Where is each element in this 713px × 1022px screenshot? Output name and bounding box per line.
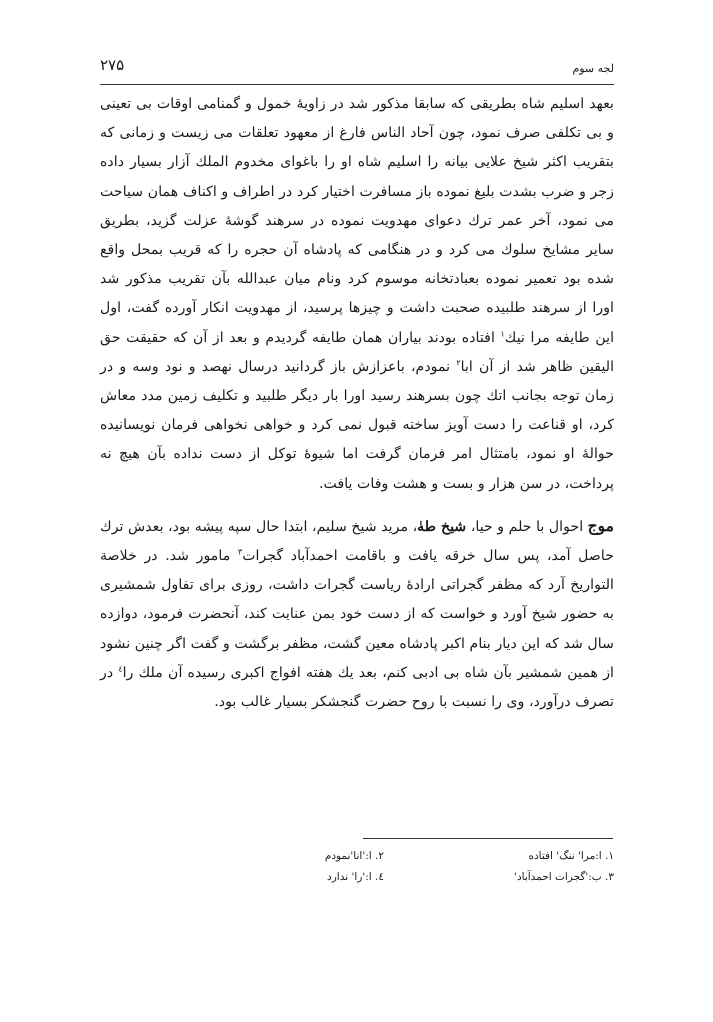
paragraph-2-text-c: مامور شد. در خلاصة التواریخ آرد که مظفر گجراتی ارادهٔ ریاست گجرات داشت، روزی برای تفاول شمشیری به حضور شیخ آورد و خواست که از دست خود بمن عنایت کند، آنحضرت فرمود، دوازده سال شد که این دیار بنام اکبر پادشاه معین گشت، مظفر برگشت و گفت اگر چنین نشود از همین شمشیر بآن شاه بی ادبی کنم، بعد یك هفته افواج اکبری رسیده آن ملك را	[100, 548, 614, 681]
paragraph-2-lead-word: موج	[587, 515, 614, 535]
footnote-ref-3: ۳	[237, 547, 243, 557]
footnote-1: ۱. ا:مرا' ننگ' افتاده	[528, 850, 614, 862]
footnote-row	[100, 867, 614, 888]
paragraph-1-text-b: افتاده بودند بیاران همان طایفه گردیدم و بعد از آن که حقیقت حق الیقین ظاهر شد از آن ابا	[100, 329, 615, 375]
footnote-4: ٤. ا:'را' ندارد	[327, 871, 384, 883]
paragraph-1-text-c: نمودم، باعزازش باز گردانید درسال نهصد و نود وسه و در زمان توجه بجانب اتك چون بسرهند رسید اورا بار دیگر طلبید و تکلیف زمین مدد معاش کرد، او قناعت را دست آویز ساخته قبول نمی کرد و خواهی نخواهی فرمان نویسانیده حوالهٔ او نمود، بامتثال امر فرمان گرفت اما شیوهٔ توکل از دست نداده بآن هیچ نه پرداخت، در سن هزار و بست و هشت وفات یافت.	[100, 358, 614, 492]
footnote-ref-2: ۲	[456, 358, 461, 368]
footnote-ref-1: ۱	[500, 328, 505, 338]
footnotes	[100, 846, 614, 888]
page-header	[100, 54, 614, 85]
paragraph-2-text-d: در تصرف درآورد، وی را نسبت با روح حضرت گنجشکر بسیار غالب بود.	[100, 664, 614, 711]
footnote-3: ۳. ب:'گجرات احمدآباد'	[514, 871, 614, 883]
paragraph-1-text-a: بعهد اسلیم شاه بطریقی که سابقا مذکور شد در زاویهٔ خمول و گمنامی اوقات بی تعینی و بی تکلفی صرف نمود، چون آحاد الناس فارغ از معهود تعلقات می زیست و زمانی که بتقریب اکثر شیخ علایی بیانه را اسلیم شاه او را باغوای مخدوم الملك آزار بسیار داده زجر و ضرب بشدت بلیغ نموده باز مسافرت اختیار کرد در اطراف و اکناف همان سیاحت می نمود، آخر عمر ترك دعوای مهدویت نموده در سرهند گوشهٔ عزلت گزید، بطریق سایر مشایخ سلوك می کرد و در هنگامی که پادشاه آن حجره را که قریب بمحل واقع شده بود تعمیر نموده بعبادتخانه موسوم کرد ونام میان عبدالله بآن تقریب مذکور شد اورا از سرهند طلبیده صحبت داشت و چیزها پرسید، از مهدویت انکار آورده گفت، اول این طایفه مرا نیك	[100, 96, 615, 346]
paragraph-1	[100, 90, 614, 499]
paragraph-2-text-b: ، مرید شیخ سلیم، ابتدا حال سپه پیشه بود، بعدش ترك حاصل آمد، پس سال خرقه یافت و باقامت احمدآباد گجرات	[100, 518, 614, 565]
footnote-ref-4: ٤	[118, 664, 123, 674]
body-text	[100, 90, 614, 717]
page-number: ۲۷۵	[100, 56, 125, 74]
footnote-2: ۲. ا:'انا'نمودم	[324, 850, 384, 862]
footnote-row	[100, 846, 614, 867]
running-head: لجه سوم	[572, 62, 614, 75]
paragraph-2-text-a: احوال با حلم و حیا،	[466, 518, 588, 535]
person-name-bold: شیخ طهٰ	[417, 518, 467, 535]
footnote-divider	[363, 838, 613, 839]
paragraph-2	[100, 511, 614, 717]
